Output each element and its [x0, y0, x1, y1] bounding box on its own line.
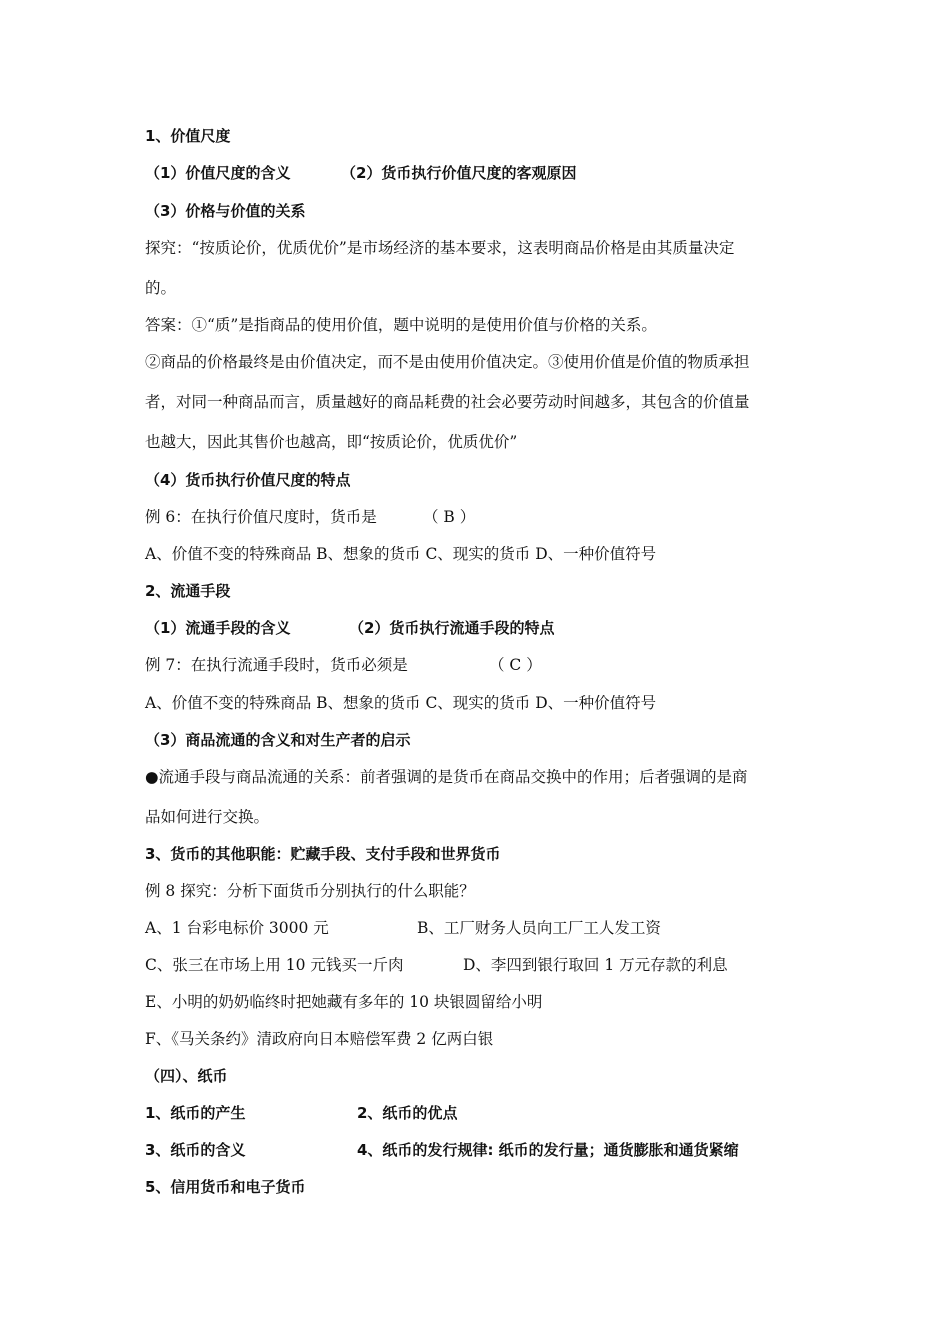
subheading-circulation-features: （2）货币执行流通手段的特点 [349, 619, 555, 637]
subheading-reason: （2）货币执行价值尺度的客观原因 [341, 164, 577, 182]
answer-line: 答案：①“质”是指商品的使用价值，题中说明的是使用价值与价格的关系。 [145, 316, 657, 334]
example-8-option-e: E、小明的奶奶临终时把她藏有多年的 10 块银圆留给小明 [145, 993, 543, 1011]
example-7-answer: （ C ） [489, 656, 542, 674]
credit-electronic-money: 5、信用货币和电子货币 [145, 1178, 306, 1196]
paper-money-meaning: 3、纸币的含义 [145, 1141, 246, 1159]
example-7-options: A、价值不变的特殊商品 B、想象的货币 C、现实的货币 D、一种价值符号 [145, 694, 657, 712]
example-6-options: A、价值不变的特殊商品 B、想象的货币 C、现实的货币 D、一种价值符号 [145, 545, 657, 563]
subheading-circulation-meaning: （1）流通手段的含义 [145, 619, 291, 637]
subheading-commodity-circulation: （3）商品流通的含义和对生产者的启示 [145, 731, 411, 749]
subheading-meaning: （1）价值尺度的含义 [145, 164, 291, 182]
heading-circulation: 2、流通手段 [145, 582, 231, 600]
paper-money-origin: 1、纸币的产生 [145, 1104, 246, 1122]
heading-value-measure: 1、价值尺度 [145, 127, 231, 145]
bullet-line: ●流通手段与商品流通的关系：前者强调的是货币在商品交换中的作用；后者强调的是商 [145, 768, 748, 786]
subheading-features: （4）货币执行价值尺度的特点 [145, 471, 351, 489]
subheading-price-value: （3）价格与价值的关系 [145, 202, 306, 220]
bullet-line: 品如何进行交换。 [145, 808, 270, 826]
example-8-option-f: F、《马关条约》清政府向日本赔偿军费 2 亿两白银 [145, 1030, 494, 1048]
example-6-answer: （ B ） [423, 508, 476, 526]
example-8-option-d: D、李四到银行取回 1 万元存款的利息 [463, 956, 728, 974]
paper-money-advantages: 2、纸币的优点 [357, 1104, 458, 1122]
example-8-option-a: A、1 台彩电标价 3000 元 [145, 919, 329, 937]
example-6-question: 例 6：在执行价值尺度时，货币是 [145, 508, 377, 526]
heading-paper-money: （四）、纸币 [145, 1067, 228, 1085]
paragraph-line: 的。 [145, 279, 177, 297]
example-8-question: 例 8 探究：分析下面货币分别执行的什么职能？ [145, 882, 475, 900]
example-8-option-c: C、张三在市场上用 10 元钱买一斤肉 [145, 956, 404, 974]
example-8-option-b: B、工厂财务人员向工厂工人发工资 [417, 919, 661, 937]
heading-other-functions: 3、货币的其他职能：贮藏手段、支付手段和世界货币 [145, 845, 501, 863]
answer-line: 者，对同一种商品而言，质量越好的商品耗费的社会必要劳动时间越多，其包含的价值量 [145, 393, 750, 411]
answer-line: ②商品的价格最终是由价值决定，而不是由使用价值决定。③使用价值是价值的物质承担 [145, 353, 750, 371]
example-7-question: 例 7：在执行流通手段时，货币必须是 [145, 656, 408, 674]
paragraph-line: 探究：“按质论价，优质优价”是市场经济的基本要求，这表明商品价格是由其质量决定 [145, 239, 735, 257]
answer-line: 也越大，因此其售价也越高，即“按质论价，优质优价” [145, 433, 518, 451]
paper-money-issuing-law: 4、纸币的发行规律: 纸币的发行量；通货膨胀和通货紧缩 [357, 1141, 739, 1159]
